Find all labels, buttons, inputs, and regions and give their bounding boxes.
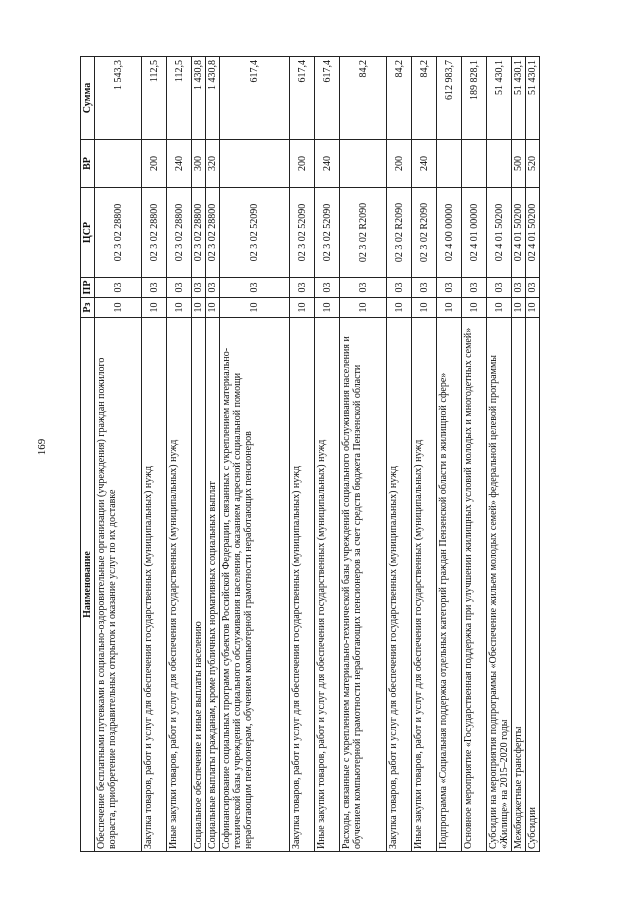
cell-name: Подпрограмма «Социальная поддержка отдельных категорий граждан Пензенской области в жилищной сфере» (437, 318, 462, 852)
table-row (340, 57, 387, 852)
cell-sum: 612 983,7 (437, 57, 462, 140)
cell-sum: 1 430,8 (192, 57, 206, 140)
cell-csr: 02 3 02 52090 (220, 188, 290, 278)
cell-pr: 03 (512, 278, 526, 298)
cell-rz: 10 (192, 298, 206, 318)
cell-sum: 189 828,1 (462, 57, 487, 140)
cell-rz: 10 (220, 298, 290, 318)
cell-name: Обеспечение бесплатными путевками в социально-оздоровительные организации (учреждения) граждан пожилого возраста, приобретение поздравительных открыток и оказание услуг по их доставке (95, 318, 142, 852)
cell-sum: 617,4 (315, 57, 340, 140)
cell-csr: 02 3 02 52090 (290, 188, 315, 278)
cell-pr: 03 (142, 278, 167, 298)
cell-sum: 84,2 (340, 57, 387, 140)
cell-csr: 02 3 02 28800 (142, 188, 167, 278)
cell-rz: 10 (290, 298, 315, 318)
cell-rz: 10 (526, 298, 540, 318)
cell-pr: 03 (167, 278, 192, 298)
cell-rz: 10 (340, 298, 387, 318)
cell-csr: 02 4 01 50200 (487, 188, 512, 278)
cell-csr: 02 3 02 R2090 (412, 188, 437, 278)
cell-rz: 10 (142, 298, 167, 318)
table-row (142, 57, 167, 852)
cell-sum: 51 430,1 (487, 57, 512, 140)
cell-name: Расходы, связанные с укреплением материально-технической базы учреждений социального обслуживания населения и обучением компьютерной грамотности неработающих пенсионеров за счет средств бюджета Пензенской области (340, 318, 387, 852)
cell-sum: 1 543,3 (95, 57, 142, 140)
cell-vr (95, 140, 142, 188)
cell-pr: 03 (206, 278, 220, 298)
cell-csr: 02 3 02 R2090 (387, 188, 412, 278)
cell-sum: 1 430,8 (206, 57, 220, 140)
cell-pr: 03 (192, 278, 206, 298)
cell-sum: 112,5 (167, 57, 192, 140)
cell-csr: 02 3 02 28800 (192, 188, 206, 278)
cell-vr: 240 (167, 140, 192, 188)
header-vr: ВР (81, 140, 95, 188)
cell-vr (487, 140, 512, 188)
cell-vr: 500 (512, 140, 526, 188)
cell-name: Иные закупки товаров, работ и услуг для обеспечения государственных (муниципальных) нужд (315, 318, 340, 852)
cell-pr: 03 (437, 278, 462, 298)
cell-sum: 51 430,1 (512, 57, 526, 140)
cell-vr: 240 (315, 140, 340, 188)
header-rz: Рз (81, 298, 95, 318)
cell-sum: 84,2 (387, 57, 412, 140)
cell-rz: 10 (437, 298, 462, 318)
cell-csr: 02 4 01 00000 (462, 188, 487, 278)
header-name: Наименование (81, 318, 95, 852)
cell-name: Субсидии (526, 318, 540, 852)
cell-name: Социальные выплаты гражданам, кроме публичных нормативных социальных выплат (206, 318, 220, 852)
rotated-table-page (80, 57, 570, 852)
budget-table (80, 56, 540, 852)
cell-csr: 02 3 02 52090 (315, 188, 340, 278)
cell-vr: 200 (142, 140, 167, 188)
cell-name: Межбюджетные трансферты (512, 318, 526, 852)
header-csr: ЦСР (81, 188, 95, 278)
cell-csr: 02 4 01 50200 (512, 188, 526, 278)
cell-vr: 200 (387, 140, 412, 188)
table-row (95, 57, 142, 852)
cell-csr: 02 3 02 28800 (95, 188, 142, 278)
cell-name: Закупка товаров, работ и услуг для обеспечения государственных (муниципальных) нужд (387, 318, 412, 852)
cell-csr: 02 3 02 28800 (206, 188, 220, 278)
table-row (437, 57, 462, 852)
cell-name: Иные закупки товаров, работ и услуг для обеспечения государственных (муниципальных) нужд (167, 318, 192, 852)
cell-vr: 320 (206, 140, 220, 188)
cell-name: Закупка товаров, работ и услуг для обеспечения государственных (муниципальных) нужд (142, 318, 167, 852)
cell-pr: 03 (526, 278, 540, 298)
cell-rz: 10 (315, 298, 340, 318)
cell-name: Основное мероприятие «Государственная поддержка при улучшении жилищных условий молодых и многодетных семей» (462, 318, 487, 852)
cell-pr: 03 (290, 278, 315, 298)
cell-vr: 300 (192, 140, 206, 188)
cell-csr: 02 4 00 00000 (437, 188, 462, 278)
cell-name: Субсидии на мероприятия подпрограммы «Обеспечение жильем молодых семей» федеральной целевой программы «Жилище» на 2015–2020 годы (487, 318, 512, 852)
cell-sum: 51 430,1 (526, 57, 540, 140)
cell-rz: 10 (387, 298, 412, 318)
cell-vr (462, 140, 487, 188)
cell-vr: 200 (290, 140, 315, 188)
cell-vr: 240 (412, 140, 437, 188)
cell-sum: 112,5 (142, 57, 167, 140)
table-row (220, 57, 290, 852)
cell-sum: 84,2 (412, 57, 437, 140)
cell-csr: 02 4 01 50200 (526, 188, 540, 278)
cell-pr: 03 (387, 278, 412, 298)
cell-name: Социальное обеспечение и иные выплаты населению (192, 318, 206, 852)
cell-pr: 03 (220, 278, 290, 298)
cell-rz: 10 (412, 298, 437, 318)
cell-name: Иные закупки товаров, работ и услуг для обеспечения государственных (муниципальных) нужд (412, 318, 437, 852)
cell-vr (220, 140, 290, 188)
cell-pr: 03 (340, 278, 387, 298)
cell-rz: 10 (95, 298, 142, 318)
header-row (81, 57, 95, 852)
table-row (526, 57, 540, 852)
table-row (387, 57, 412, 852)
page-number: 169 (36, 438, 48, 456)
table-row (290, 57, 315, 852)
header-pr: ПР (81, 278, 95, 298)
cell-sum: 617,4 (220, 57, 290, 140)
table-row (206, 57, 220, 852)
table-row (315, 57, 340, 852)
cell-pr: 03 (487, 278, 512, 298)
table-row (412, 57, 437, 852)
header-sum: Сумма (81, 57, 95, 140)
cell-vr (437, 140, 462, 188)
cell-pr: 03 (462, 278, 487, 298)
cell-pr: 03 (315, 278, 340, 298)
cell-csr: 02 3 02 R2090 (340, 188, 387, 278)
cell-rz: 10 (206, 298, 220, 318)
cell-rz: 10 (487, 298, 512, 318)
cell-name: Софинансирование социальных программ субъектов Российской Федерации, связанных с укреплением материально-технической базы учреждений социального обслуживания населения, оказанием адресной социальной помощи неработающим пенсионерам, обучением компьютерной грамотности неработающих пенсионеров (220, 318, 290, 852)
cell-vr (340, 140, 387, 188)
cell-csr: 02 3 02 28800 (167, 188, 192, 278)
cell-vr: 520 (526, 140, 540, 188)
cell-pr: 03 (412, 278, 437, 298)
table-row (512, 57, 526, 852)
cell-sum: 617,4 (290, 57, 315, 140)
table-row (462, 57, 487, 852)
table-row (167, 57, 192, 852)
cell-name: Закупка товаров, работ и услуг для обеспечения государственных (муниципальных) нужд (290, 318, 315, 852)
cell-rz: 10 (512, 298, 526, 318)
cell-rz: 10 (167, 298, 192, 318)
table-row (192, 57, 206, 852)
cell-pr: 03 (95, 278, 142, 298)
table-row (487, 57, 512, 852)
cell-rz: 10 (462, 298, 487, 318)
